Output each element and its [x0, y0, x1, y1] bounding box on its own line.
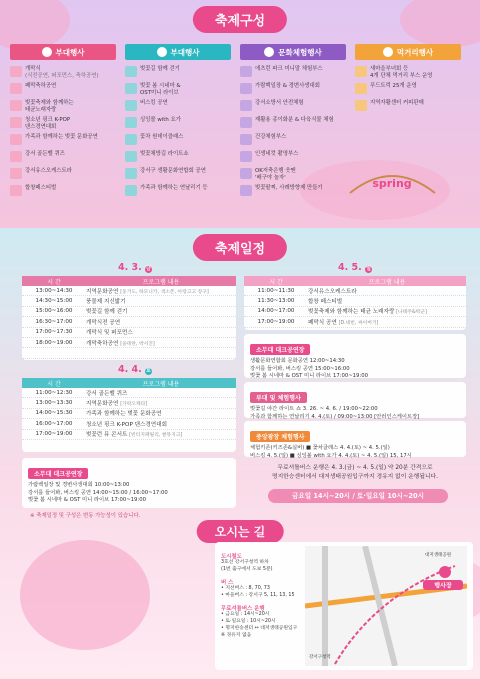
- event-thumbnail: [125, 83, 137, 94]
- list-item: 가족과 함께하는 벚꽃 문화공연: [10, 134, 116, 148]
- schedule-table-apr5: [244, 276, 466, 330]
- blossom-flower-decoration: [20, 540, 150, 650]
- table-row: 13:00~13:30 지역문화공연 [가락오케타]: [22, 398, 236, 408]
- list-item: 강서 골든벨 퀴즈: [10, 151, 116, 165]
- event-thumbnail: [125, 151, 137, 162]
- table-row: 11:00~12:30 강서 골든벨 퀴즈: [22, 388, 236, 398]
- event-thumbnail: [355, 66, 367, 77]
- list-item: 벚꽃축제와 함께하는 태균노래자랑: [10, 100, 116, 114]
- event-thumbnail: [10, 151, 22, 162]
- category-icon: [264, 47, 274, 57]
- event-thumbnail: [240, 151, 252, 162]
- multipurpose-box: 중앙광장 체험행사 체험키존(키즈존&실버) ■ 꽃차클래스 4. 4.(토) ~ 4. 5.(일) 버스킹 4. 5.(일) ■ 싱잉볼 with 요가 4. 4.(토) ~ 4. 5.(일) 15, 17시: [244, 421, 466, 457]
- shuttle-heading: 무료셔틀버스 운행: [221, 605, 265, 612]
- list-item: 푸드트럭 25개 운영: [355, 83, 461, 97]
- event-thumbnail: [125, 117, 137, 128]
- weekday-badge: 금: [146, 266, 151, 272]
- list-item: 강서유스오케스트라: [10, 168, 116, 182]
- event-thumbnail: [240, 168, 252, 179]
- shuttle-info: 무료셔틀버스 운행은 4. 3.(금) ~ 4. 5.(일) 약 20분 간격으로 명지한승센터에서 대저생태공원입구까지 경유지 없이 운행됩니다.: [271, 465, 438, 480]
- list-item: 벚꽃팔찌, 사례방향제 만들기: [240, 185, 346, 199]
- event-thumbnail: [125, 66, 137, 77]
- table-row: 16:30~17:00 개막식전 공연: [22, 317, 236, 327]
- schedule-table-apr3: [22, 276, 236, 360]
- list-item: 폐막축하공연: [10, 83, 116, 97]
- weekday-badge: 일: [366, 266, 371, 272]
- schedule-change-note: ※ 축제일정 및 구성은 변동 가능성이 있습니다.: [30, 513, 141, 519]
- event-thumbnail: [355, 83, 367, 94]
- day-title-apr4: 4. 4. 토: [117, 364, 151, 375]
- list-item: 재활용 종이화분 & 다육식물 체험: [240, 117, 346, 131]
- table-row: 17:00~17:30 개막식 및 퍼포먼스: [22, 328, 236, 338]
- category-header-sub: 부대행사: [125, 44, 231, 60]
- food-events-list: [355, 66, 461, 117]
- day-title-apr3: 4. 3. 금: [117, 262, 151, 273]
- table-header: 시 간 프로그램 내용: [22, 276, 236, 286]
- category-header-food: 먹거리행사: [355, 44, 461, 60]
- map-label: 대저생태공원: [425, 553, 452, 558]
- event-thumbnail: [240, 100, 252, 111]
- event-thumbnail: [10, 185, 22, 196]
- table-row: 17:00~19:00 벚꽃런 뮤 콘서트 [빈티지패틸리, 쌀뮤지크]: [22, 430, 236, 440]
- event-thumbnail: [240, 117, 252, 128]
- event-thumbnail: [125, 168, 137, 179]
- map-label: 강서구청역: [309, 655, 331, 660]
- table-row: 14:30~15:00 풍물제 지신밟기: [22, 296, 236, 306]
- directions-text: 도시철도 3호선 강서구청역 하차 (1번 출구에서 도보 5분) 버 스 • 지선버스 : 8, 70, 73 • 마을버스 : 강서구 5, 11, 13, 15 무료셔틀버스 운행 • 금요일 : 14시~20시 • 토·일요일 : 10시~20시 • 명지한승센터 ↔ 대저생태공원입구 ※ 경유지 없음: [221, 552, 301, 640]
- list-item: 청소년 핑크 K-POP 댄스경연대회: [10, 117, 116, 131]
- event-thumbnail: [10, 66, 22, 77]
- list-item: 강서소방서 안전체험: [240, 100, 346, 114]
- list-item: 버스킹 공연: [125, 100, 231, 114]
- category-header-culture: 문화체험행사: [240, 44, 346, 60]
- table-row: 17:00~19:00 폐막식 공연 [D.네빈, 싸이버거]: [244, 317, 466, 327]
- event-thumbnail: [10, 168, 22, 179]
- location-map: [305, 546, 467, 666]
- event-thumbnail: [240, 185, 252, 196]
- small-stage-apr5: 소무대 대크공연장 생활문화연합회 문화공연 12:00~14:30 강서를 들어봐, 버스킹 공연 15:00~16:00 벚꽃 봄 시네마 & OST 미니 라이브 17:00~19:00: [244, 334, 466, 378]
- event-thumbnail: [10, 100, 22, 111]
- event-thumbnail: [10, 83, 22, 94]
- event-thumbnail: [240, 83, 252, 94]
- event-thumbnail: [240, 134, 252, 145]
- directions-panel: [215, 542, 473, 670]
- event-thumbnail: [10, 117, 22, 128]
- bus-heading: 버 스: [221, 579, 234, 586]
- list-item: 싱잉볼 with 요가: [125, 117, 231, 131]
- list-item: 인생네컷 촬영부스: [240, 151, 346, 165]
- list-item: 건강체험부스: [240, 134, 346, 148]
- subway-heading: 도시철도: [221, 554, 242, 560]
- culture-events-list: [240, 66, 346, 202]
- main-events-list: [10, 66, 116, 202]
- sub-experience-box: 부대 및 체험행사 벚꽃길 야간 라이트 쇼 3. 26. ~ 4. 6. / 19:00~22:00 가족과 함께하는 연날리기 4. 4.(토) / 09:00~13:00 [안러인스케이트장]: [244, 382, 466, 418]
- list-item: OK저축은행 읏맨 '배구야 놀자': [240, 168, 346, 182]
- venue-label: 행사장: [434, 582, 452, 590]
- event-thumbnail: [240, 66, 252, 77]
- spring-sign-text: spring: [372, 177, 412, 190]
- table-row: [22, 348, 236, 358]
- table-row: 18:00~19:00 개막축하공연 [을테란, 박서진]: [22, 338, 236, 348]
- table-row: 16:00~17:00 청소년 핑크 K-POP 댄스경연대회: [22, 419, 236, 429]
- category-icon: [42, 47, 52, 57]
- category-icon: [157, 47, 167, 57]
- list-item: 가족과 함께하는 연날리기 등: [125, 185, 231, 199]
- event-thumbnail: [125, 100, 137, 111]
- table-row: 13:00~14:30 지역문화공연 [동거도, 하모니카, 색소폰, 아랑고고 장구]: [22, 286, 236, 296]
- event-thumbnail: [355, 100, 367, 111]
- small-stage-apr4: 소무대 대크공연장 가람백일장 및 경변사생대회 10:00~13:00 강서를 들어봐, 버스킹 공연 14:00~15:00 / 16:00~17:00 벚꽃 봄 시네마 & OST 미니 라이브 17:00~19:00: [22, 458, 236, 508]
- section-title-directions: 오시는 길: [197, 520, 284, 543]
- weekday-badge: 토: [146, 368, 151, 374]
- sub-events-list: [125, 66, 231, 202]
- day-title-apr5: 4. 5. 일: [337, 262, 371, 273]
- table-row: 11:30~13:00 합창 페스티벌: [244, 296, 466, 306]
- list-item: 개막식 (식전공연, 퍼포먼스, 축하공연): [10, 66, 116, 80]
- category-header-main: 부대행사: [10, 44, 116, 60]
- event-thumbnail: [10, 134, 22, 145]
- section-title-composition: 축제구성: [193, 6, 287, 33]
- operating-hours-badge: 금요일 14시~20시 / 토·일요일 10시~20시: [268, 489, 448, 503]
- table-row: 14:00~15:30 가족과 함께하는 벚꽃 문화공연: [22, 409, 236, 419]
- event-thumbnail: [125, 185, 137, 196]
- list-item: 새마을부녀회 등 4개 단체 먹거리 부스 운영: [355, 66, 461, 80]
- list-item: 벚꽃 봄 시네마 & OST미니 라이브: [125, 83, 231, 97]
- list-item: 합창페스티벌: [10, 185, 116, 199]
- table-header: 시 간 프로그램 내용: [22, 378, 236, 388]
- list-item: 벚꽃길 함께 걷기: [125, 66, 231, 80]
- table-row: 11:00~11:30 강서유스오케스트라: [244, 286, 466, 296]
- list-item: 지역자활센터 커피판매: [355, 100, 461, 114]
- list-item: 꽃차 원데이클래스: [125, 134, 231, 148]
- event-thumbnail: [125, 134, 137, 145]
- table-row: 15:00~16:00 벚꽃길 함께 걷기: [22, 307, 236, 317]
- schedule-table-apr4: [22, 378, 236, 452]
- list-item: 가람백일장 & 경변사생대회: [240, 83, 346, 97]
- section-title-schedule: 축제일정: [193, 234, 287, 261]
- table-row: 14:00~17:00 벚꽃축제와 함께하는 태균 노래자랑 [나태주&박군]: [244, 307, 466, 317]
- list-item: 강서구 생활문화연합회 공연: [125, 168, 231, 182]
- table-header: 시 간 프로그램 내용: [244, 276, 466, 286]
- spring-sign-illustration: [345, 165, 440, 199]
- list-item: 에츠런 파크 미니말 체험부스: [240, 66, 346, 80]
- list-item: 벚꽃채방길 라이트쇼: [125, 151, 231, 165]
- category-icon: [383, 47, 393, 57]
